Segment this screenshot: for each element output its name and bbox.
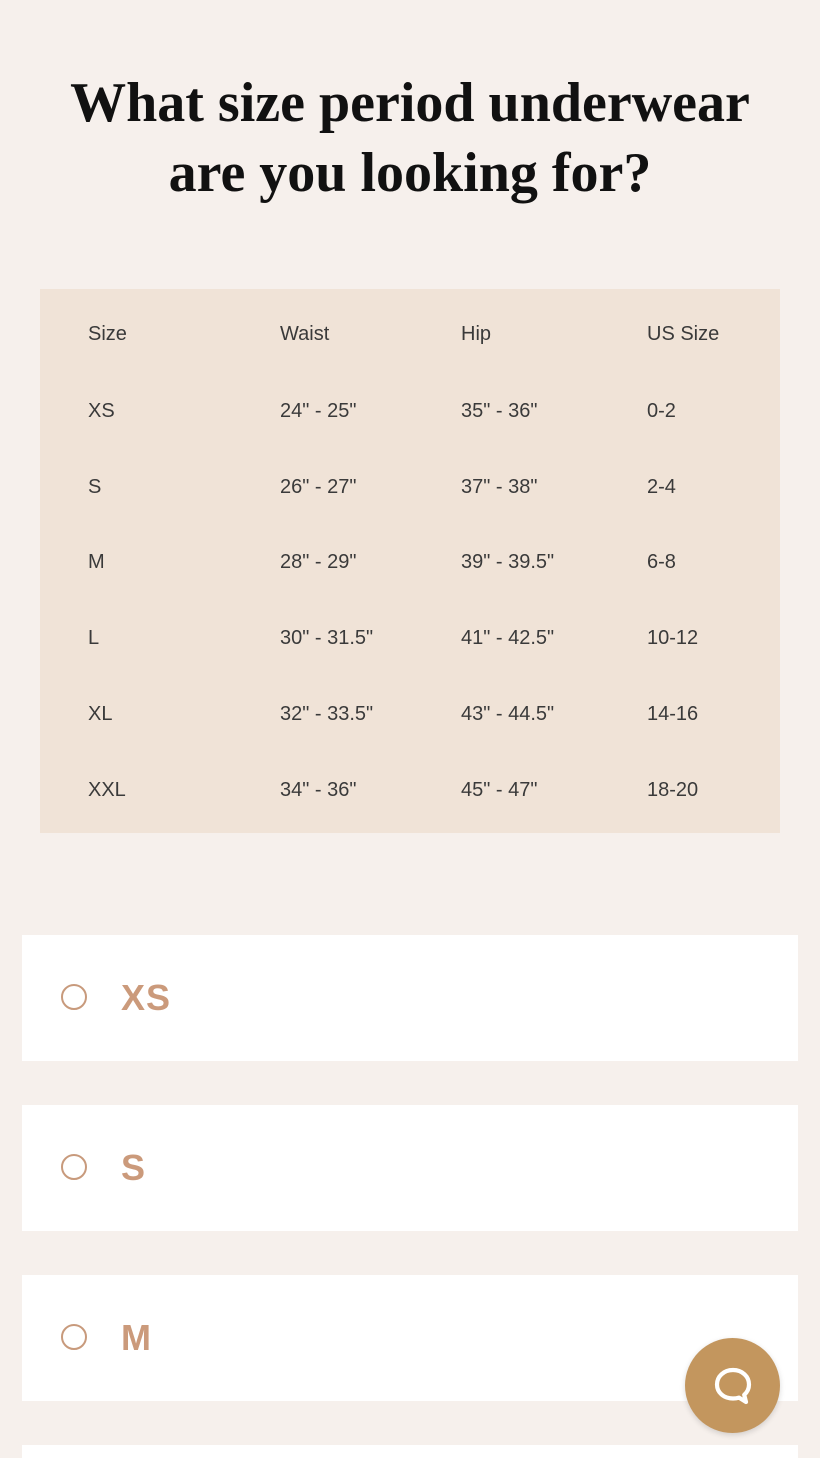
size-chart-table xyxy=(40,289,780,833)
size-chart-row-xxl xyxy=(40,770,780,810)
header-size: Size xyxy=(88,323,127,345)
size-option-label: M xyxy=(121,1317,152,1358)
cell-us-size: 6-8 xyxy=(647,551,676,573)
cell-us-size: 18-20 xyxy=(647,779,699,801)
cell-waist: 28" - 29" xyxy=(280,551,357,573)
size-chart-row-xs xyxy=(40,391,780,431)
question-title-line1: What size period underwear xyxy=(70,72,750,134)
cell-waist: 30" - 31.5" xyxy=(280,627,374,649)
cell-waist: 34" - 36" xyxy=(280,779,357,801)
cell-waist: 26" - 27" xyxy=(280,476,357,498)
cell-us-size: 14-16 xyxy=(647,703,699,725)
header-us-size: US Size xyxy=(647,323,720,345)
header-waist: Waist xyxy=(280,323,330,345)
question-title-line2: are you looking for? xyxy=(168,142,652,204)
cell-size: XS xyxy=(88,400,115,422)
cell-waist: 32" - 33.5" xyxy=(280,703,374,725)
size-chart-row-xl xyxy=(40,694,780,734)
cell-hip: 41" - 42.5" xyxy=(461,627,555,649)
cell-size: XL xyxy=(88,703,113,725)
size-chart-row-l xyxy=(40,618,780,658)
cell-hip: 39" - 39.5" xyxy=(461,551,555,573)
size-option-s[interactable] xyxy=(22,1105,798,1231)
cell-size: S xyxy=(88,476,102,498)
question-title xyxy=(0,68,820,208)
size-option-label: S xyxy=(121,1147,147,1188)
chat-button[interactable] xyxy=(685,1338,780,1433)
cell-size: XXL xyxy=(88,779,126,801)
size-option-xs[interactable] xyxy=(22,935,798,1061)
size-chart-row-s xyxy=(40,467,780,507)
cell-hip: 37" - 38" xyxy=(461,476,538,498)
radio-circle-icon[interactable] xyxy=(61,1324,87,1350)
size-chart-header-row xyxy=(40,314,780,354)
cell-size: M xyxy=(88,551,105,573)
cell-us-size: 2-4 xyxy=(647,476,676,498)
header-hip: Hip xyxy=(461,323,492,345)
size-chart-row-m xyxy=(40,542,780,582)
radio-circle-icon[interactable] xyxy=(61,984,87,1010)
size-option-next-partial[interactable] xyxy=(22,1445,798,1458)
cell-hip: 35" - 36" xyxy=(461,400,538,422)
cell-hip: 45" - 47" xyxy=(461,779,538,801)
chat-bubble-icon xyxy=(712,1365,754,1407)
cell-us-size: 0-2 xyxy=(647,400,676,422)
cell-us-size: 10-12 xyxy=(647,627,699,649)
radio-circle-icon[interactable] xyxy=(61,1154,87,1180)
size-option-m[interactable] xyxy=(22,1275,798,1401)
size-option-label: XS xyxy=(121,977,172,1018)
cell-waist: 24" - 25" xyxy=(280,400,357,422)
cell-size: L xyxy=(88,627,100,649)
cell-hip: 43" - 44.5" xyxy=(461,703,555,725)
